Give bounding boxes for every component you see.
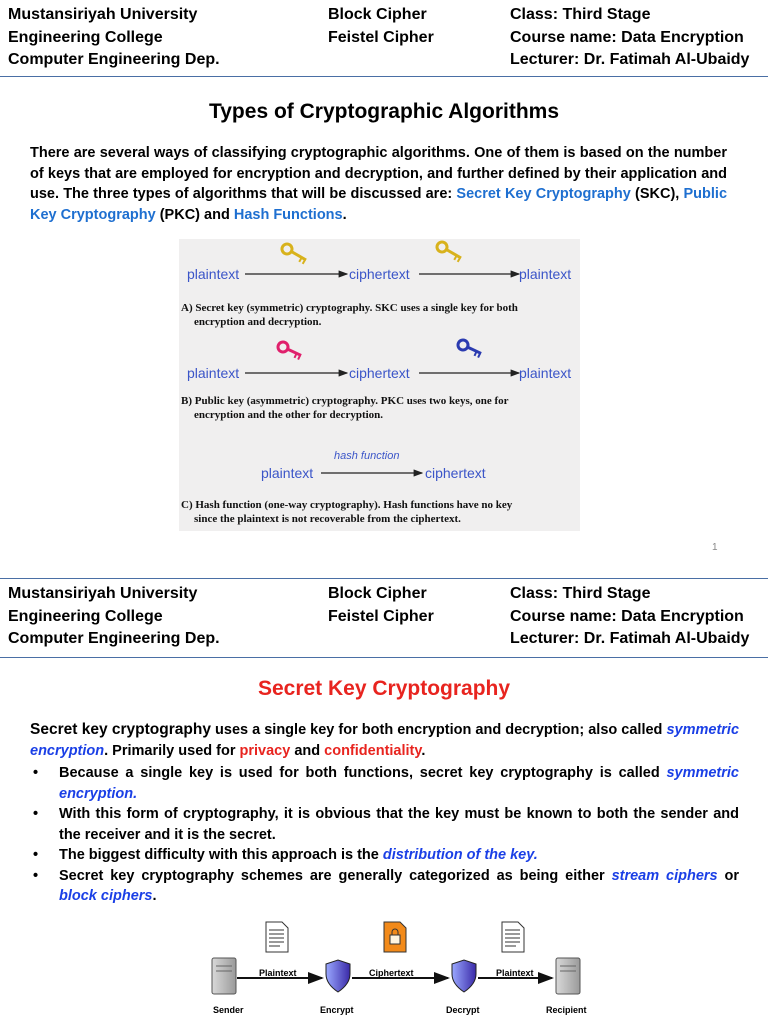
skc-intro-2: . Primarily used for <box>104 742 240 759</box>
privacy-term: privacy <box>239 742 291 759</box>
header-college: Engineering College <box>8 607 163 625</box>
fig-a-ciphertext: ciphertext <box>349 266 410 282</box>
header-topics <box>328 4 434 49</box>
header-topic-1: Block Cipher <box>328 6 427 23</box>
fig-c-ciphertext: ciphertext <box>425 465 486 481</box>
recipient-label: Recipient <box>546 1005 587 1015</box>
skc-lead: Secret key cryptography <box>30 721 211 738</box>
skc-intro-and: and <box>290 742 325 759</box>
caption-b-line2: encryption and the other for decryption. <box>194 409 384 421</box>
caption-a <box>179 301 580 329</box>
page-header <box>0 0 768 77</box>
encrypt-label: Encrypt <box>320 1005 354 1015</box>
encrypt-shield-icon <box>326 960 350 992</box>
gold-key-icon <box>280 242 308 264</box>
sender-computer-icon <box>212 958 236 994</box>
header-course: Course name: Data Encryption <box>510 28 744 46</box>
caption-c-line2: since the plaintext is not recoverable from the ciphertext. <box>194 513 461 525</box>
intro-paragraph <box>30 143 727 225</box>
block-ciphers-term: block ciphers <box>59 888 153 904</box>
plaintext-label-2: Plaintext <box>496 968 534 978</box>
header-institution <box>8 4 220 72</box>
intro-end: . <box>342 206 347 223</box>
caption-b <box>179 394 580 422</box>
fig-b-plaintext-2: plaintext <box>519 365 572 381</box>
list-item <box>30 804 739 845</box>
list-item <box>30 845 739 866</box>
bullet-text: Because a single key is used for both functions, secret key cryptography is called <box>59 765 667 781</box>
page-title: Types of Cryptographic Algorithms <box>208 100 560 123</box>
pink-key-icon <box>276 340 303 360</box>
fig-a-plaintext-2: plaintext <box>519 266 572 282</box>
stream-ciphers-term: stream ciphers <box>611 867 718 884</box>
bullet-text: With this form of cryptography, it is obvious that the key must be known to both the sender and the receiver and it is the secret. <box>59 806 739 843</box>
header-department: Computer Engineering Dep. <box>8 51 220 68</box>
header-topic-2: Feistel Cipher <box>328 28 434 46</box>
header-lecturer: Lecturer: Dr. Fatimah Al-Ubaidy <box>510 51 750 68</box>
plaintext-document-icon <box>266 922 288 952</box>
intro-text: There are several ways of classifying cryptographic algorithms. One of them is based on the number of keys that are employed for encryption and decryption, and further defined by their application and use. The three types of algorithms that will be discussed are: <box>30 145 727 202</box>
bullet-text: . <box>152 888 157 904</box>
decrypt-label: Decrypt <box>446 1005 480 1015</box>
symmetric-term: symmetric encryption <box>30 722 740 759</box>
header-course-info <box>510 4 749 72</box>
gold-key-icon <box>435 240 463 262</box>
pkc-abbr: (PKC) and <box>155 206 234 223</box>
recipient-computer-icon <box>556 958 580 994</box>
header-university: Mustansiriyah University <box>8 585 198 602</box>
skc-link[interactable]: Secret Key Cryptography <box>456 186 631 202</box>
fig-b-plaintext: plaintext <box>187 365 240 381</box>
header-class: Class: Third Stage <box>510 6 651 23</box>
skc-intro-1: uses a single key for both encryption and decryption; also called <box>210 722 667 738</box>
skc-intro-end: . <box>421 742 426 759</box>
plaintext-label-1: Plaintext <box>259 968 297 978</box>
caption-c-line1: C) Hash function (one-way cryptography). Hash functions have no key <box>181 499 513 511</box>
fig-b-ciphertext: ciphertext <box>349 365 410 381</box>
skc-abbr: (SKC), <box>630 186 684 202</box>
page-number: 1 <box>712 542 718 553</box>
caption-a-line1: A) Secret key (symmetric) cryptography. SKC uses a single key for both <box>181 302 518 314</box>
section-title: Secret Key Cryptography <box>257 677 511 700</box>
locked-document-icon <box>384 922 406 952</box>
crypto-types-figure <box>179 239 580 531</box>
caption-a-line2: encryption and decryption. <box>194 316 322 328</box>
header-lecturer: Lecturer: Dr. Fatimah Al-Ubaidy <box>510 630 750 647</box>
skc-bullet-list <box>30 763 739 907</box>
sender-label: Sender <box>213 1005 244 1015</box>
header-college: Engineering College <box>8 28 163 46</box>
header-topic-2: Feistel Cipher <box>328 607 434 625</box>
pkc-link[interactable]: Public Key Cryptography <box>30 186 728 223</box>
list-item <box>30 866 739 907</box>
decrypt-shield-icon <box>452 960 476 992</box>
caption-b-line1: B) Public key (asymmetric) cryptography. PKC uses two keys, one for <box>181 395 509 407</box>
bullet-text: Secret key cryptography schemes are generally categorized as being either <box>59 867 612 884</box>
header-topics <box>328 583 434 628</box>
header-topic-1: Block Cipher <box>328 585 427 602</box>
caption-c <box>179 498 580 526</box>
header-university: Mustansiriyah University <box>8 6 198 23</box>
ciphertext-label: Ciphertext <box>369 968 414 978</box>
list-item <box>30 763 739 804</box>
fig-c-plaintext: plaintext <box>261 465 314 481</box>
hash-link[interactable]: Hash Functions <box>233 206 343 223</box>
fig-c-hash-label: hash function <box>334 450 400 462</box>
header-institution <box>8 583 220 651</box>
bullet-text: The biggest difficulty with this approach is the <box>59 847 383 863</box>
skc-intro-paragraph <box>30 720 739 761</box>
blue-key-icon <box>456 338 483 358</box>
confidentiality-term: confidentiality <box>324 742 422 759</box>
fig-a-plaintext: plaintext <box>187 266 240 282</box>
plaintext-document-icon <box>502 922 524 952</box>
header-department: Computer Engineering Dep. <box>8 630 220 647</box>
figure-drawing <box>179 239 580 531</box>
header-class: Class: Third Stage <box>510 585 651 602</box>
page-header-2 <box>0 578 768 658</box>
header-course-info <box>510 583 749 651</box>
bullet-text: or <box>717 867 740 884</box>
bullet-emphasis: distribution of the key. <box>382 847 538 863</box>
header-course: Course name: Data Encryption <box>510 607 744 625</box>
bullet-emphasis: symmetric encryption. <box>59 765 739 802</box>
skc-flow-diagram <box>200 918 600 1024</box>
